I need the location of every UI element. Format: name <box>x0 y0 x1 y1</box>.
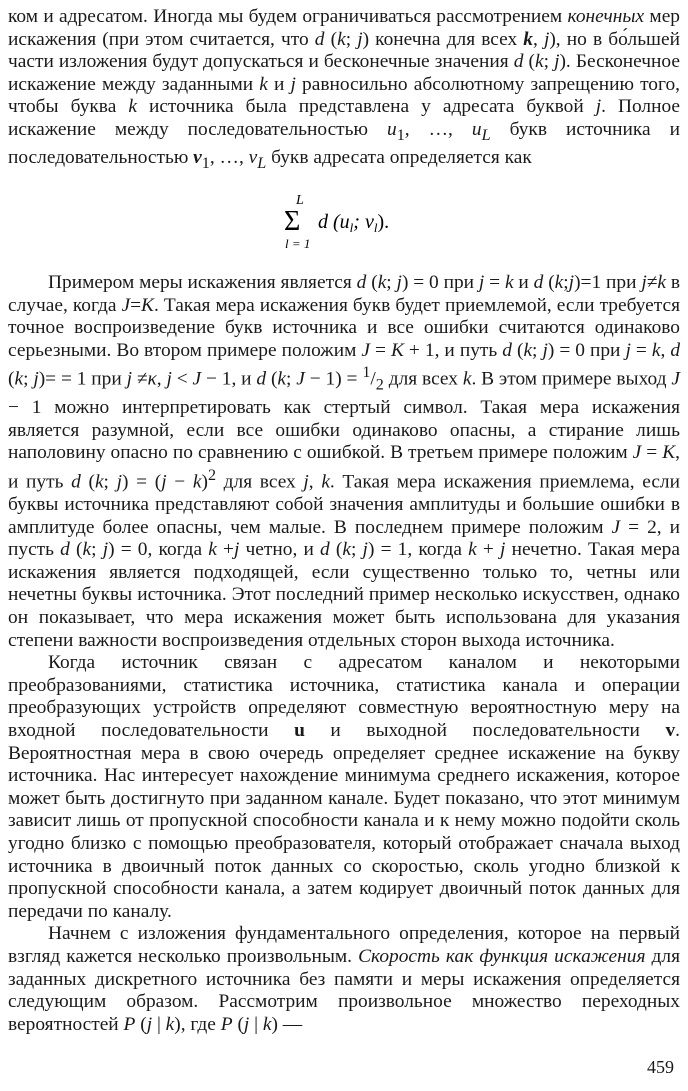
sum-upper-limit: L <box>296 192 304 208</box>
page-number: 459 <box>647 1057 674 1078</box>
paragraph-2: Примером меры искажения является d (k; j) = 0 при j = k и d (k;j)=1 при j≠k в случае, когда J=K. Такая мера искажения букв будет приемлемой, если требуется точное воспроизведение букв источника и все ошибки считаются одинаково серьезными. Во втором примере положим J = K + 1, и путь d (k; j) = 0 при j = k, d (k; j)= = 1 при j ≠κ, j < J − 1, и d (k; $J - 1) = ^1/_2$ для всех k. В этом примере выход J − 1 можно интерпретировать как стертый символ. Такая мера искажения является разумной, если все ошибки одинаково опасны, а стирание лишь наполовину опасно по сравнению с ошибкой. В третьем примере положим J = K, и путь d (k; $j) = (j - k)^2$ для всех j, k. Такая мера искажения приемлема, если буквы источника представляют собой значения амплитуды и большие ошибки в амплитуде более опасны, чем малые. В последнем примере положим J = 2, и пусть d (k; j) = 0, когда k +j четно, и d (k; j) = 1, когда k + j нечетно. Такая мера искажения является подходящей, если существенно только то, четны или нечетны буквы источника. Этот последний пример несколько искусствен, однако он показывает, что мера искажения может быть использована для указания степени важности воспроизведения отдельных сторон выхода источника. <box>8 271 681 651</box>
paragraph-1: ком и адресатом. Иногда мы будем ограничиваться рассмотрением конечных мер искажения (при этом считается, что d (k; j) конечна для всех k, j), но в бо́льшей части изложения будут допускаться и бесконечные значения d (k; j). Бесконечное искажение между заданными k и j равносильно абсолютному запрещению того, чтобы буква k источника была представлена у адресата буквой j. Полное искажение между последовательностью $u_1$, …, $u_L$ букв источника и последовательностью $v_1$, …, $v_L$ букв адресата определяется как <box>8 6 680 173</box>
paragraph-3: Когда источник связан с адресатом каналом и некоторыми преобразованиями, статистика источника, статистика канала и операции преобразующих устройств определяют совместную вероятностную меру на входной последовательности u и выходной последовательности v. Вероятностная мера в свою очередь определяет среднее искажение на букву источника. Нас интересует нахождение минимума среднего искажения, которое может быть достигнуто при заданном канале. Будет показано, что этот минимум зависит лишь от пропускной способности канала и к нему можно подойти сколь угодно близко с помощью преобразователя, который отображает сначала выход источника в двоичный поток данных со скоростью, сколь угодно близкой к пропускной способности канала, а затем кодирует двоичный поток данных для передачи по каналу. <box>8 652 680 922</box>
total-distortion-formula <box>8 190 680 252</box>
sum-sign-icon: Σ <box>284 205 301 237</box>
paragraph-4: Начнем с изложения фундаментального определения, которое на первый взгляд кажется несколько произвольным. Скорость как функция искажения для заданных дискретного источника без памяти и меры искажения определяется следующим образом. Рассмотрим произвольное множество переходных вероятностей P (j | k), где P (j | k) — <box>8 923 681 1035</box>
formula-body: d ($u_l$; $v_l$). <box>318 210 390 235</box>
sum-formula-svg <box>244 190 444 252</box>
sum-lower-limit: l = 1 <box>285 235 311 251</box>
